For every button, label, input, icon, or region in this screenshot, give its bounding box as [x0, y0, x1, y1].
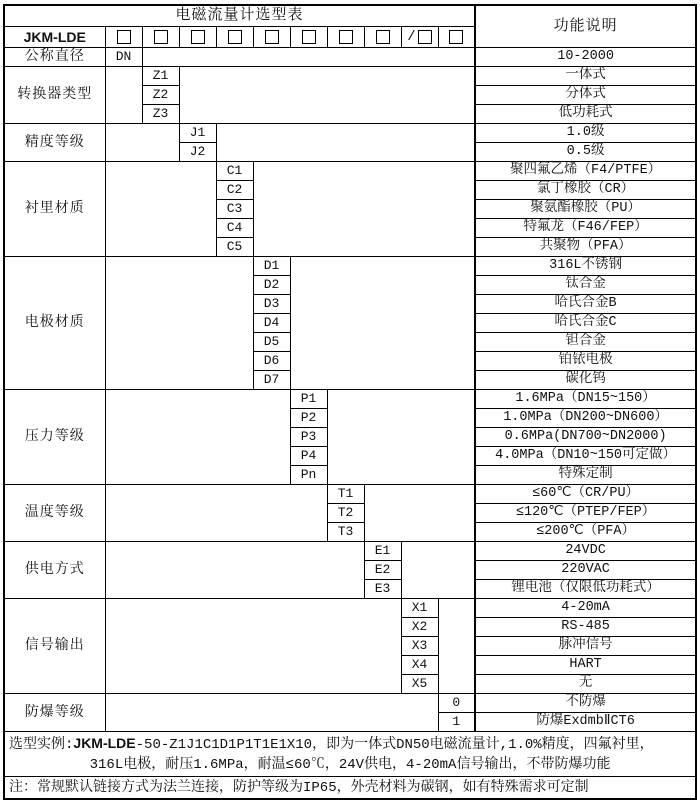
option-code: T1 [327, 485, 364, 504]
option-code: D2 [253, 276, 290, 295]
model-code-box-6[interactable] [290, 27, 327, 48]
model-prefix: JKM-LDE [4, 27, 105, 48]
note-row [4, 777, 696, 800]
example-model-rest: -50-Z1J1C1D1P1T1E1X10，即为一体式DN50电磁流量计,1.0%精度，四氟衬里， [135, 737, 654, 753]
option-code: X5 [401, 675, 438, 694]
checkbox-icon[interactable] [339, 30, 353, 44]
option-description: ≤60℃（CR/PU） [475, 485, 696, 504]
option-code: X2 [401, 618, 438, 637]
model-code-box-2[interactable] [142, 27, 179, 48]
option-description: 不防爆 [475, 694, 696, 713]
option-description: 分体式 [475, 86, 696, 105]
option-description: 1.0MPa（DN200~DN600） [475, 409, 696, 428]
group-label: 衬里材质 [4, 162, 105, 257]
option-code: E3 [364, 580, 401, 599]
option-description: 脉冲信号 [475, 637, 696, 656]
option-code: D6 [253, 352, 290, 371]
model-code-box-1[interactable] [105, 27, 142, 48]
spacer-cell [105, 599, 401, 694]
option-description: 哈氏合金C [475, 314, 696, 333]
group-label: 电极材质 [4, 257, 105, 390]
table-row [4, 694, 696, 713]
option-code: C4 [216, 219, 253, 238]
checkbox-icon[interactable] [302, 30, 316, 44]
option-code: P1 [290, 390, 327, 409]
footnote: 注：常规默认链接方式为法兰连接，防护等级为IP65，外壳材料为碳钢，如有特殊需求可定制 [4, 777, 696, 800]
checkbox-icon[interactable] [154, 30, 168, 44]
option-description: 316L不锈钢 [475, 257, 696, 276]
example-model-prefix: JKM-LDE [73, 735, 136, 751]
option-code: C5 [216, 238, 253, 257]
table-row [4, 124, 696, 143]
option-description: 锂电池（仅限低功耗式） [475, 580, 696, 599]
option-description: 1.6MPa（DN15~150） [475, 390, 696, 409]
spacer-cell [105, 67, 142, 124]
option-code: Z1 [142, 67, 179, 86]
example-line-2: 316L电极，耐压1.6MPa，耐温≤60℃，24V供电，4-20mA信号输出，不带防爆功能 [89, 757, 611, 773]
option-code: Z2 [142, 86, 179, 105]
option-description: 4.0MPa（DN10~150可定做） [475, 447, 696, 466]
option-code: D5 [253, 333, 290, 352]
option-description: HART [475, 656, 696, 675]
option-description: RS-485 [475, 618, 696, 637]
option-code: X4 [401, 656, 438, 675]
group-label: 信号输出 [4, 599, 105, 694]
option-description: 特氟龙（F46/FEP） [475, 219, 696, 238]
spacer-cell [253, 162, 475, 257]
spacer-cell [142, 48, 475, 67]
table-row [4, 599, 696, 618]
spacer-cell [105, 694, 438, 732]
model-code-box-10[interactable] [438, 27, 475, 48]
option-description: 氯丁橡胶（CR） [475, 181, 696, 200]
option-code: J2 [179, 143, 216, 162]
option-code: J1 [179, 124, 216, 143]
option-description: 220VAC [475, 561, 696, 580]
option-code: D7 [253, 371, 290, 390]
group-label: 温度等级 [4, 485, 105, 542]
group-label: 精度等级 [4, 124, 105, 162]
option-description: 4-20mA [475, 599, 696, 618]
slash-separator: / [407, 29, 416, 45]
option-description: 1.0级 [475, 124, 696, 143]
option-code: X3 [401, 637, 438, 656]
table-row [4, 48, 696, 67]
spacer-cell [105, 162, 216, 257]
title-row [4, 5, 696, 27]
option-description: 共聚物（PFA） [475, 238, 696, 257]
option-description: 一体式 [475, 67, 696, 86]
option-code: 0 [438, 694, 475, 713]
model-code-box-9[interactable] [401, 27, 438, 48]
checkbox-icon[interactable] [265, 30, 279, 44]
footer-section [4, 732, 696, 800]
spacer-cell [327, 390, 475, 485]
group-label: 供电方式 [4, 542, 105, 599]
function-column-header: 功能说明 [475, 5, 696, 48]
option-description: 哈氏合金B [475, 295, 696, 314]
group-label: 转换器类型 [4, 67, 105, 124]
example-label: 选型实例: [9, 737, 74, 753]
option-code: E2 [364, 561, 401, 580]
model-code-box-4[interactable] [216, 27, 253, 48]
checkbox-icon[interactable] [228, 30, 242, 44]
option-code: 1 [438, 713, 475, 732]
table-row [4, 257, 696, 276]
option-code: P3 [290, 428, 327, 447]
option-code: D3 [253, 295, 290, 314]
option-code: Z3 [142, 105, 179, 124]
table-row [4, 390, 696, 409]
spacer-cell [216, 124, 475, 162]
option-code: C2 [216, 181, 253, 200]
option-description: ≤120℃（PTEP/FEP） [475, 504, 696, 523]
spacer-cell [105, 257, 253, 390]
option-code: X1 [401, 599, 438, 618]
model-code-box-5[interactable] [253, 27, 290, 48]
option-description: 钛合金 [475, 276, 696, 295]
option-description: 无 [475, 675, 696, 694]
spacer-cell [105, 390, 290, 485]
table-row [4, 67, 696, 86]
table-row [4, 485, 696, 504]
option-code: Pn [290, 466, 327, 485]
option-code: C1 [216, 162, 253, 181]
spacer-cell [105, 542, 364, 599]
option-description: ≤200℃（PFA） [475, 523, 696, 542]
spacer-cell [401, 542, 475, 599]
option-description: 铂铱电极 [475, 352, 696, 371]
spacer-cell [438, 599, 475, 694]
option-description: 钽合金 [475, 333, 696, 352]
model-code-box-7[interactable] [327, 27, 364, 48]
option-code: DN [105, 48, 142, 67]
checkbox-icon[interactable] [449, 30, 463, 44]
spacer-cell [105, 124, 179, 162]
spacer-cell [290, 257, 475, 390]
option-description: 0.5级 [475, 143, 696, 162]
table-row [4, 162, 696, 181]
model-code-box-8[interactable] [364, 27, 401, 48]
option-code: T2 [327, 504, 364, 523]
spacer-cell [105, 485, 327, 542]
group-label: 压力等级 [4, 390, 105, 485]
option-description: 10-2000 [475, 48, 696, 67]
option-code: E1 [364, 542, 401, 561]
page-title: 电磁流量计选型表 [4, 5, 475, 27]
option-code: D4 [253, 314, 290, 333]
option-description: 聚四氟乙烯（F4/PTFE） [475, 162, 696, 181]
option-description: 碳化钨 [475, 371, 696, 390]
option-description: 聚氨酯橡胶（PU） [475, 200, 696, 219]
spacer-cell [179, 67, 475, 124]
option-code: C3 [216, 200, 253, 219]
model-code-box-3[interactable] [179, 27, 216, 48]
option-description: 0.6MPa(DN700~DN2000) [475, 428, 696, 447]
flowmeter-selection-table [3, 4, 697, 800]
checkbox-icon[interactable] [117, 30, 131, 44]
option-code: P2 [290, 409, 327, 428]
option-code: P4 [290, 447, 327, 466]
option-code: D1 [253, 257, 290, 276]
example-line-1 [9, 733, 691, 755]
option-description: 低功耗式 [475, 105, 696, 124]
selection-example [4, 732, 696, 777]
checkbox-icon[interactable] [376, 30, 390, 44]
option-description: 防爆ExdmbⅡCT6 [475, 713, 696, 732]
example-row [4, 732, 696, 777]
option-code: T3 [327, 523, 364, 542]
checkbox-icon[interactable] [418, 30, 432, 44]
table-row [4, 542, 696, 561]
group-label: 公称直径 [4, 48, 105, 67]
option-description: 特殊定制 [475, 466, 696, 485]
option-description: 24VDC [475, 542, 696, 561]
group-label: 防爆等级 [4, 694, 105, 732]
checkbox-icon[interactable] [191, 30, 205, 44]
spacer-cell [364, 485, 475, 542]
